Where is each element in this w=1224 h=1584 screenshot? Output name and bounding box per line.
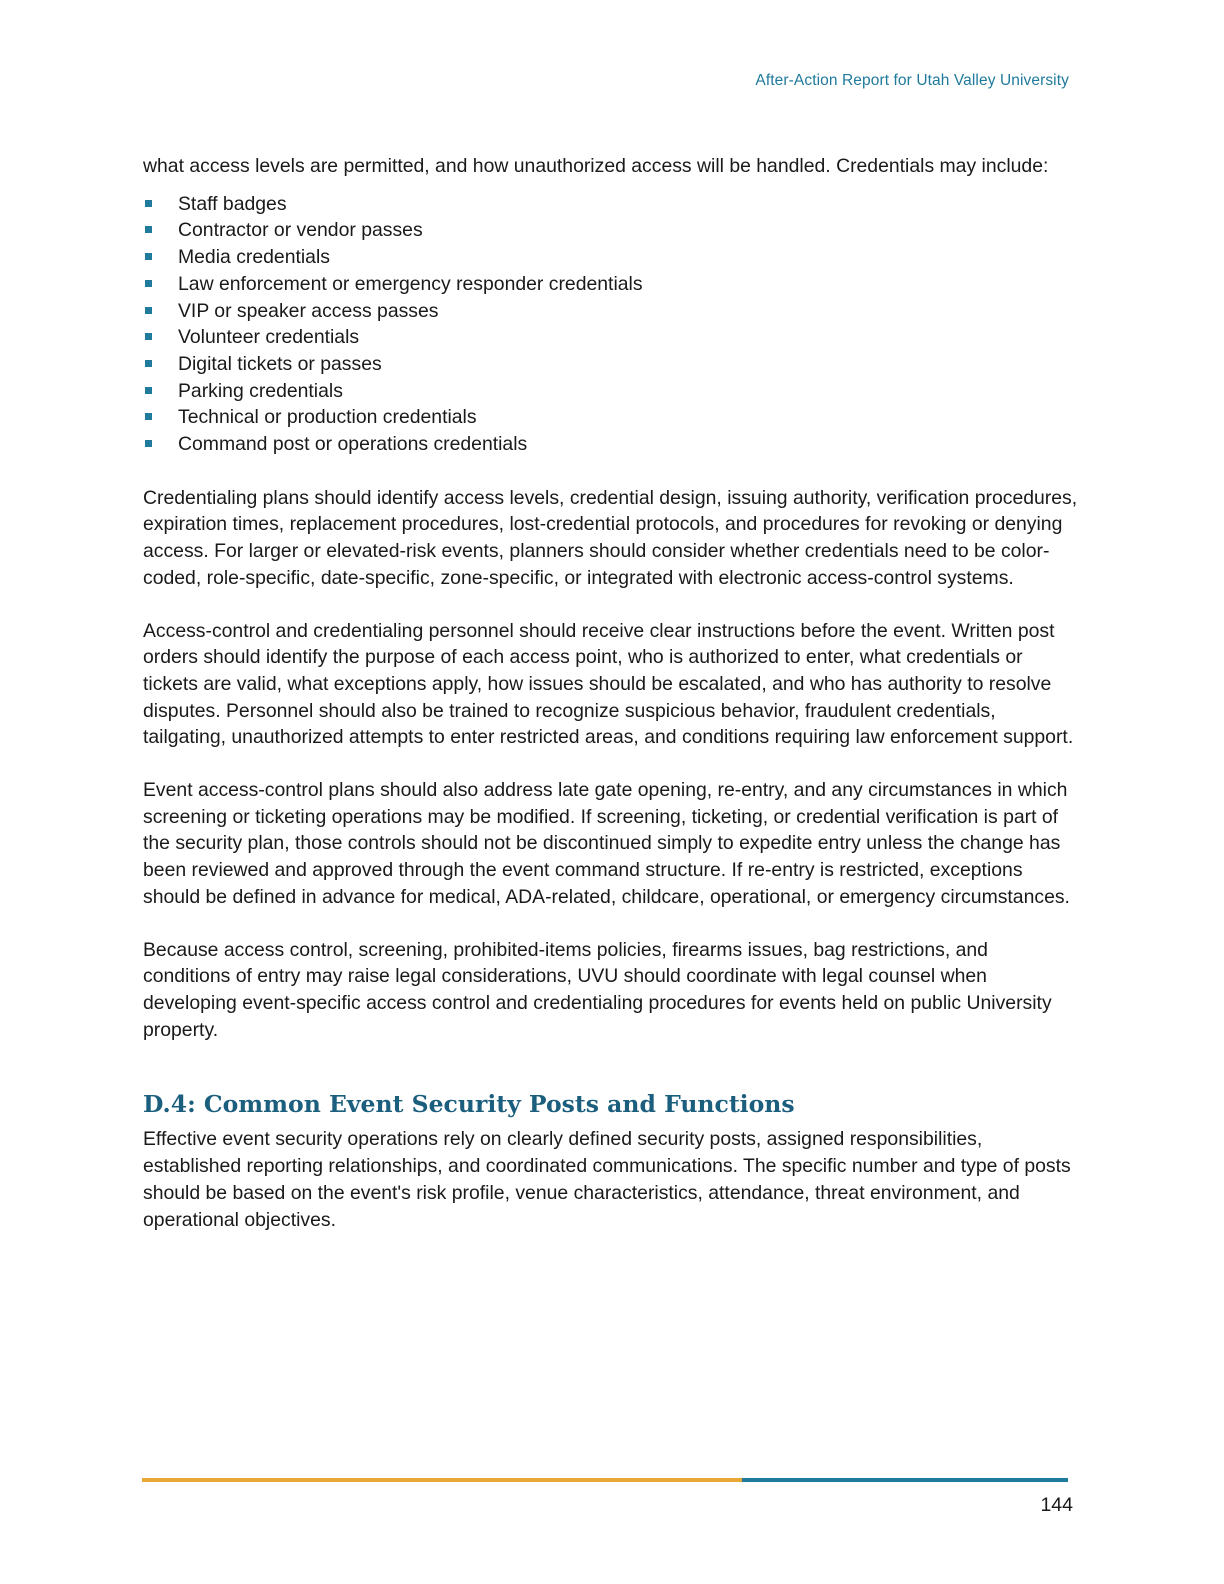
access-control-plans-paragraph: Event access-control plans should also address late gate opening, re-entry, and any circumstances in which screening or ticketing operations may be modified. If screening, ticketing, or credential verification is part of the security plan, those controls should not be discontinued simply to expedite entry unless the change has been reviewed and approved through the event command structure. If re-entry is restricted, exceptions should be defined in advance for medical, ADA-related, childcare, operational, or emergency circumstances. — [143, 779, 1070, 908]
intro-paragraph: what access levels are permitted, and how unauthorized access will be handled. Credentials may include: — [143, 155, 1049, 177]
credential-list — [143, 191, 1078, 458]
square-bullet-icon — [145, 280, 152, 287]
square-bullet-icon — [145, 440, 152, 447]
list-item — [143, 431, 1078, 458]
square-bullet-icon — [145, 200, 152, 207]
list-item — [143, 298, 1078, 325]
square-bullet-icon — [145, 333, 152, 340]
list-item-text: Staff badges — [178, 192, 287, 215]
list-item-text: Volunteer credentials — [178, 326, 360, 349]
list-item — [143, 191, 1078, 218]
list-item — [143, 217, 1078, 244]
list-item — [143, 244, 1078, 271]
list-item-text: Parking credentials — [178, 379, 343, 402]
square-bullet-icon — [145, 360, 152, 367]
square-bullet-icon — [145, 387, 152, 394]
list-item — [143, 271, 1078, 298]
credentialing-plans-paragraph: Credentialing plans should identify access levels, credential design, issuing authority, verification procedures, expiration times, replacement procedures, lost-credential protocols, and procedures for revoking or denying access. For larger or elevated-risk events, planners should consider whether credentials need to be color-coded, role-specific, date-specific, zone-specific, or integrated with electronic access-control systems. — [143, 486, 1078, 589]
running-header: After-Action Report for Utah Valley University — [755, 72, 1069, 89]
footer-rule-gold-segment — [142, 1478, 742, 1482]
list-item-text: Command post or operations credentials — [178, 433, 528, 456]
legal-considerations-paragraph: Because access control, screening, prohibited-items policies, firearms issues, bag restrictions, and conditions of entry may raise legal considerations, UVU should coordinate with legal counsel when developing event-specific access control and credentialing procedures for events held on public University property. — [143, 938, 1052, 1041]
square-bullet-icon — [145, 413, 152, 420]
square-bullet-icon — [145, 226, 152, 233]
list-item-text: Media credentials — [178, 246, 330, 269]
list-item-text: Digital tickets or passes — [178, 352, 382, 375]
list-item — [143, 351, 1078, 378]
list-item-text: VIP or speaker access passes — [178, 299, 439, 322]
square-bullet-icon — [145, 253, 152, 260]
section-body-paragraph: Effective event security operations rely on clearly defined security posts, assigned responsibilities, established reporting relationships, and coordinated communications. The specific number and type of posts should be based on the event's risk profile, venue characteristics, attendance, threat environment, and operational objectives. — [143, 1128, 1071, 1231]
list-item — [143, 324, 1078, 351]
footer-rule — [142, 1478, 1068, 1482]
page-number: 144 — [1040, 1494, 1073, 1516]
list-item — [143, 378, 1078, 405]
personnel-instructions-paragraph: Access-control and credentialing personnel should receive clear instructions before the event. Written post orders should identify the purpose of each access point, who is authorized to enter, what credentials or tickets are valid, what exceptions apply, how issues should be escalated, and who has authority to resolve disputes. Personnel should also be trained to recognize suspicious behavior, fraudulent credentials, tailgating, unauthorized attempts to enter restricted areas, and conditions requiring law enforcement support. — [143, 619, 1074, 749]
section-heading: D.4: Common Event Security Posts and Functions — [143, 1090, 795, 1119]
list-item-text: Law enforcement or emergency responder credentials — [178, 272, 643, 295]
list-item — [143, 404, 1078, 431]
square-bullet-icon — [145, 307, 152, 314]
footer-rule-teal-segment — [742, 1478, 1068, 1482]
list-item-text: Contractor or vendor passes — [178, 219, 423, 242]
page-content — [143, 153, 1078, 1233]
list-item-text: Technical or production credentials — [178, 406, 477, 429]
